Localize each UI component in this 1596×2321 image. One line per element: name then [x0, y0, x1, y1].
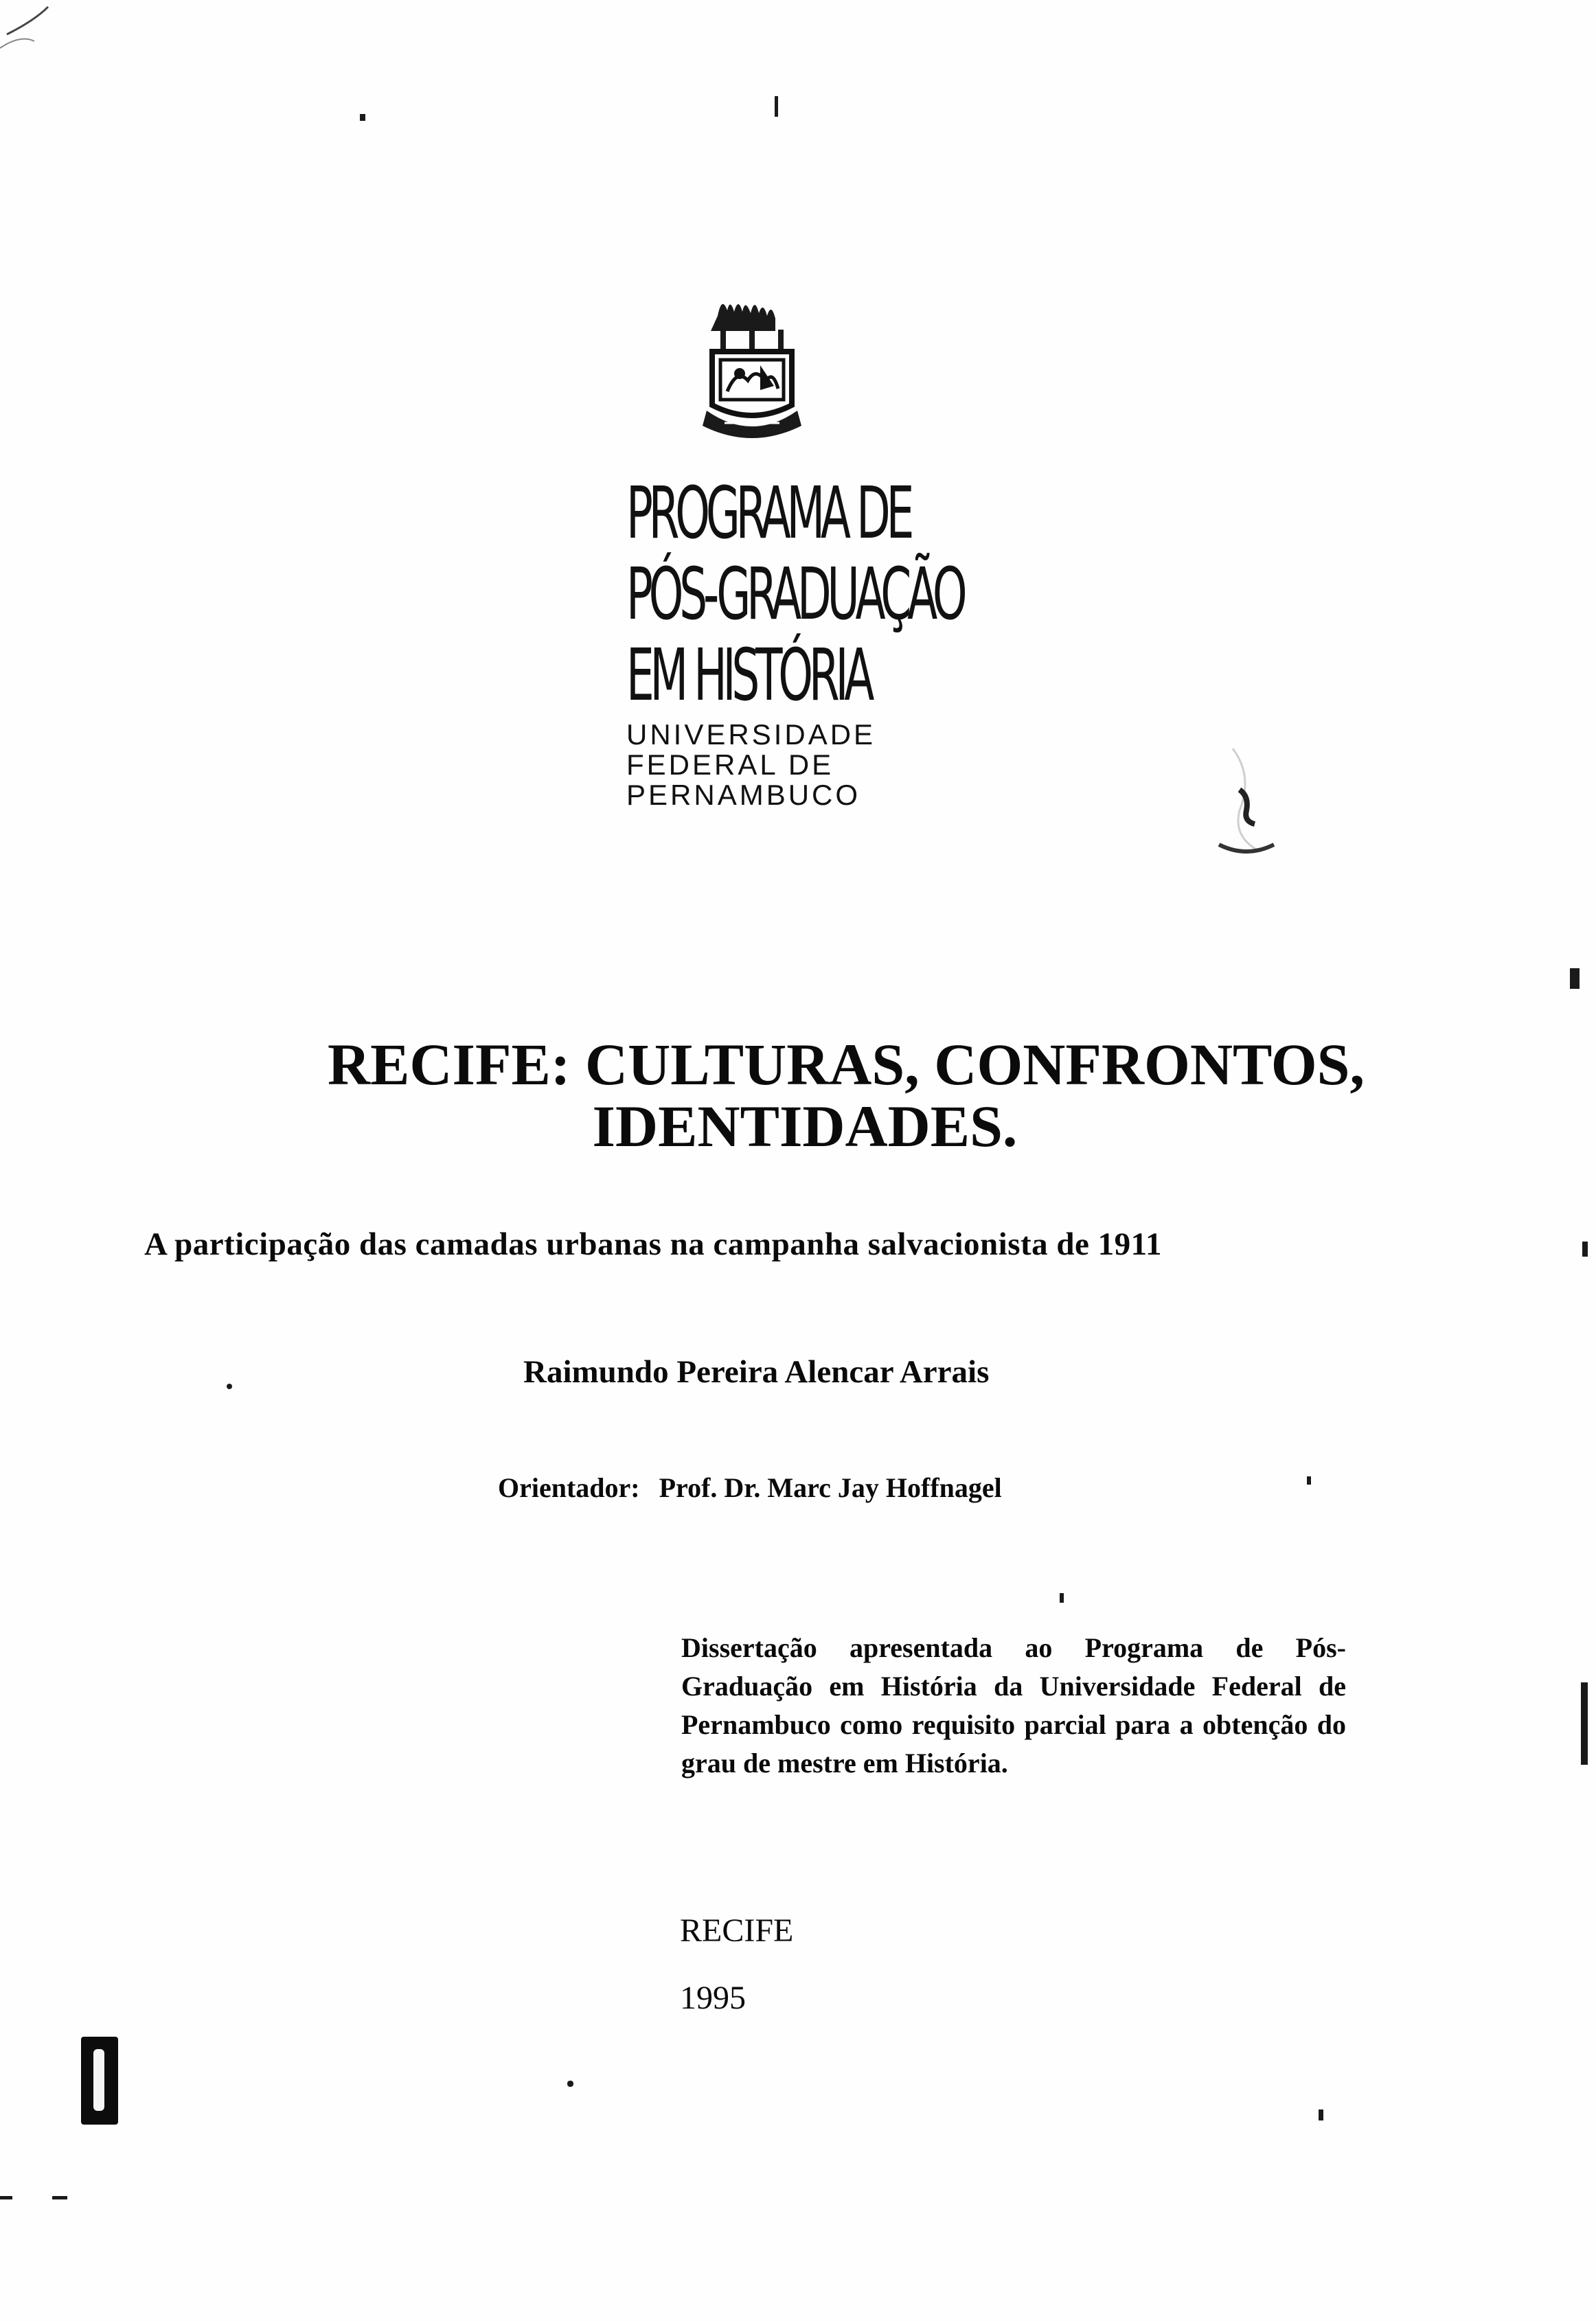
subtitle: A participação das camadas urbanas na campanha salvacionista de 1911 [144, 1226, 1163, 1262]
advisor [498, 1470, 1002, 1507]
program-line-2: PÓS-GRADUAÇÃO [626, 552, 964, 636]
university-line-2: FEDERAL DE [626, 748, 834, 781]
scan-speck [1582, 1242, 1588, 1257]
scan-speck [52, 2196, 67, 2199]
university-line-3: PERNAMBUCO [626, 779, 861, 811]
university-crest-icon [697, 288, 807, 446]
year: 1995 [680, 1980, 746, 2016]
title-line-2: IDENTIDADES. [592, 1093, 1018, 1159]
program-line-3: EM HISTÓRIA [626, 633, 871, 717]
binding-tab [81, 2037, 118, 2125]
scan-speck [1319, 2110, 1323, 2120]
scan-speck [1570, 968, 1580, 989]
corner-scan-mark [0, 0, 110, 76]
scan-speck [227, 1384, 232, 1389]
university-name [626, 720, 874, 810]
scan-speck [567, 2081, 573, 2087]
program-line-1: PROGRAMA DE [626, 471, 911, 555]
place: RECIFE [680, 1912, 794, 1949]
program-logotype [626, 471, 964, 811]
title-line-1: RECIFE: CULTURAS, CONFRONTOS, [327, 1031, 1365, 1097]
scan-speck [775, 96, 778, 117]
scan-smudge [1192, 728, 1288, 865]
scan-speck [1307, 1476, 1311, 1485]
scan-speck [1060, 1593, 1064, 1603]
advisor-label: Orientador: [498, 1472, 640, 1503]
advisor-name: Prof. Dr. Marc Jay Hoffnagel [659, 1472, 1002, 1503]
dissertation-statement: Dissertação apresentada ao Programa de Pós-Graduação em História da Universidade Federal de Pernambuco como requisito parcial para a obtenção do grau de mestre em História. [681, 1632, 1346, 1779]
author-name: Raimundo Pereira Alencar Arrais [523, 1354, 990, 1390]
scan-speck [1581, 1682, 1588, 1765]
university-line-1: UNIVERSIDADE [626, 718, 876, 751]
scan-speck [360, 114, 365, 121]
scan-speck [0, 2196, 12, 2199]
